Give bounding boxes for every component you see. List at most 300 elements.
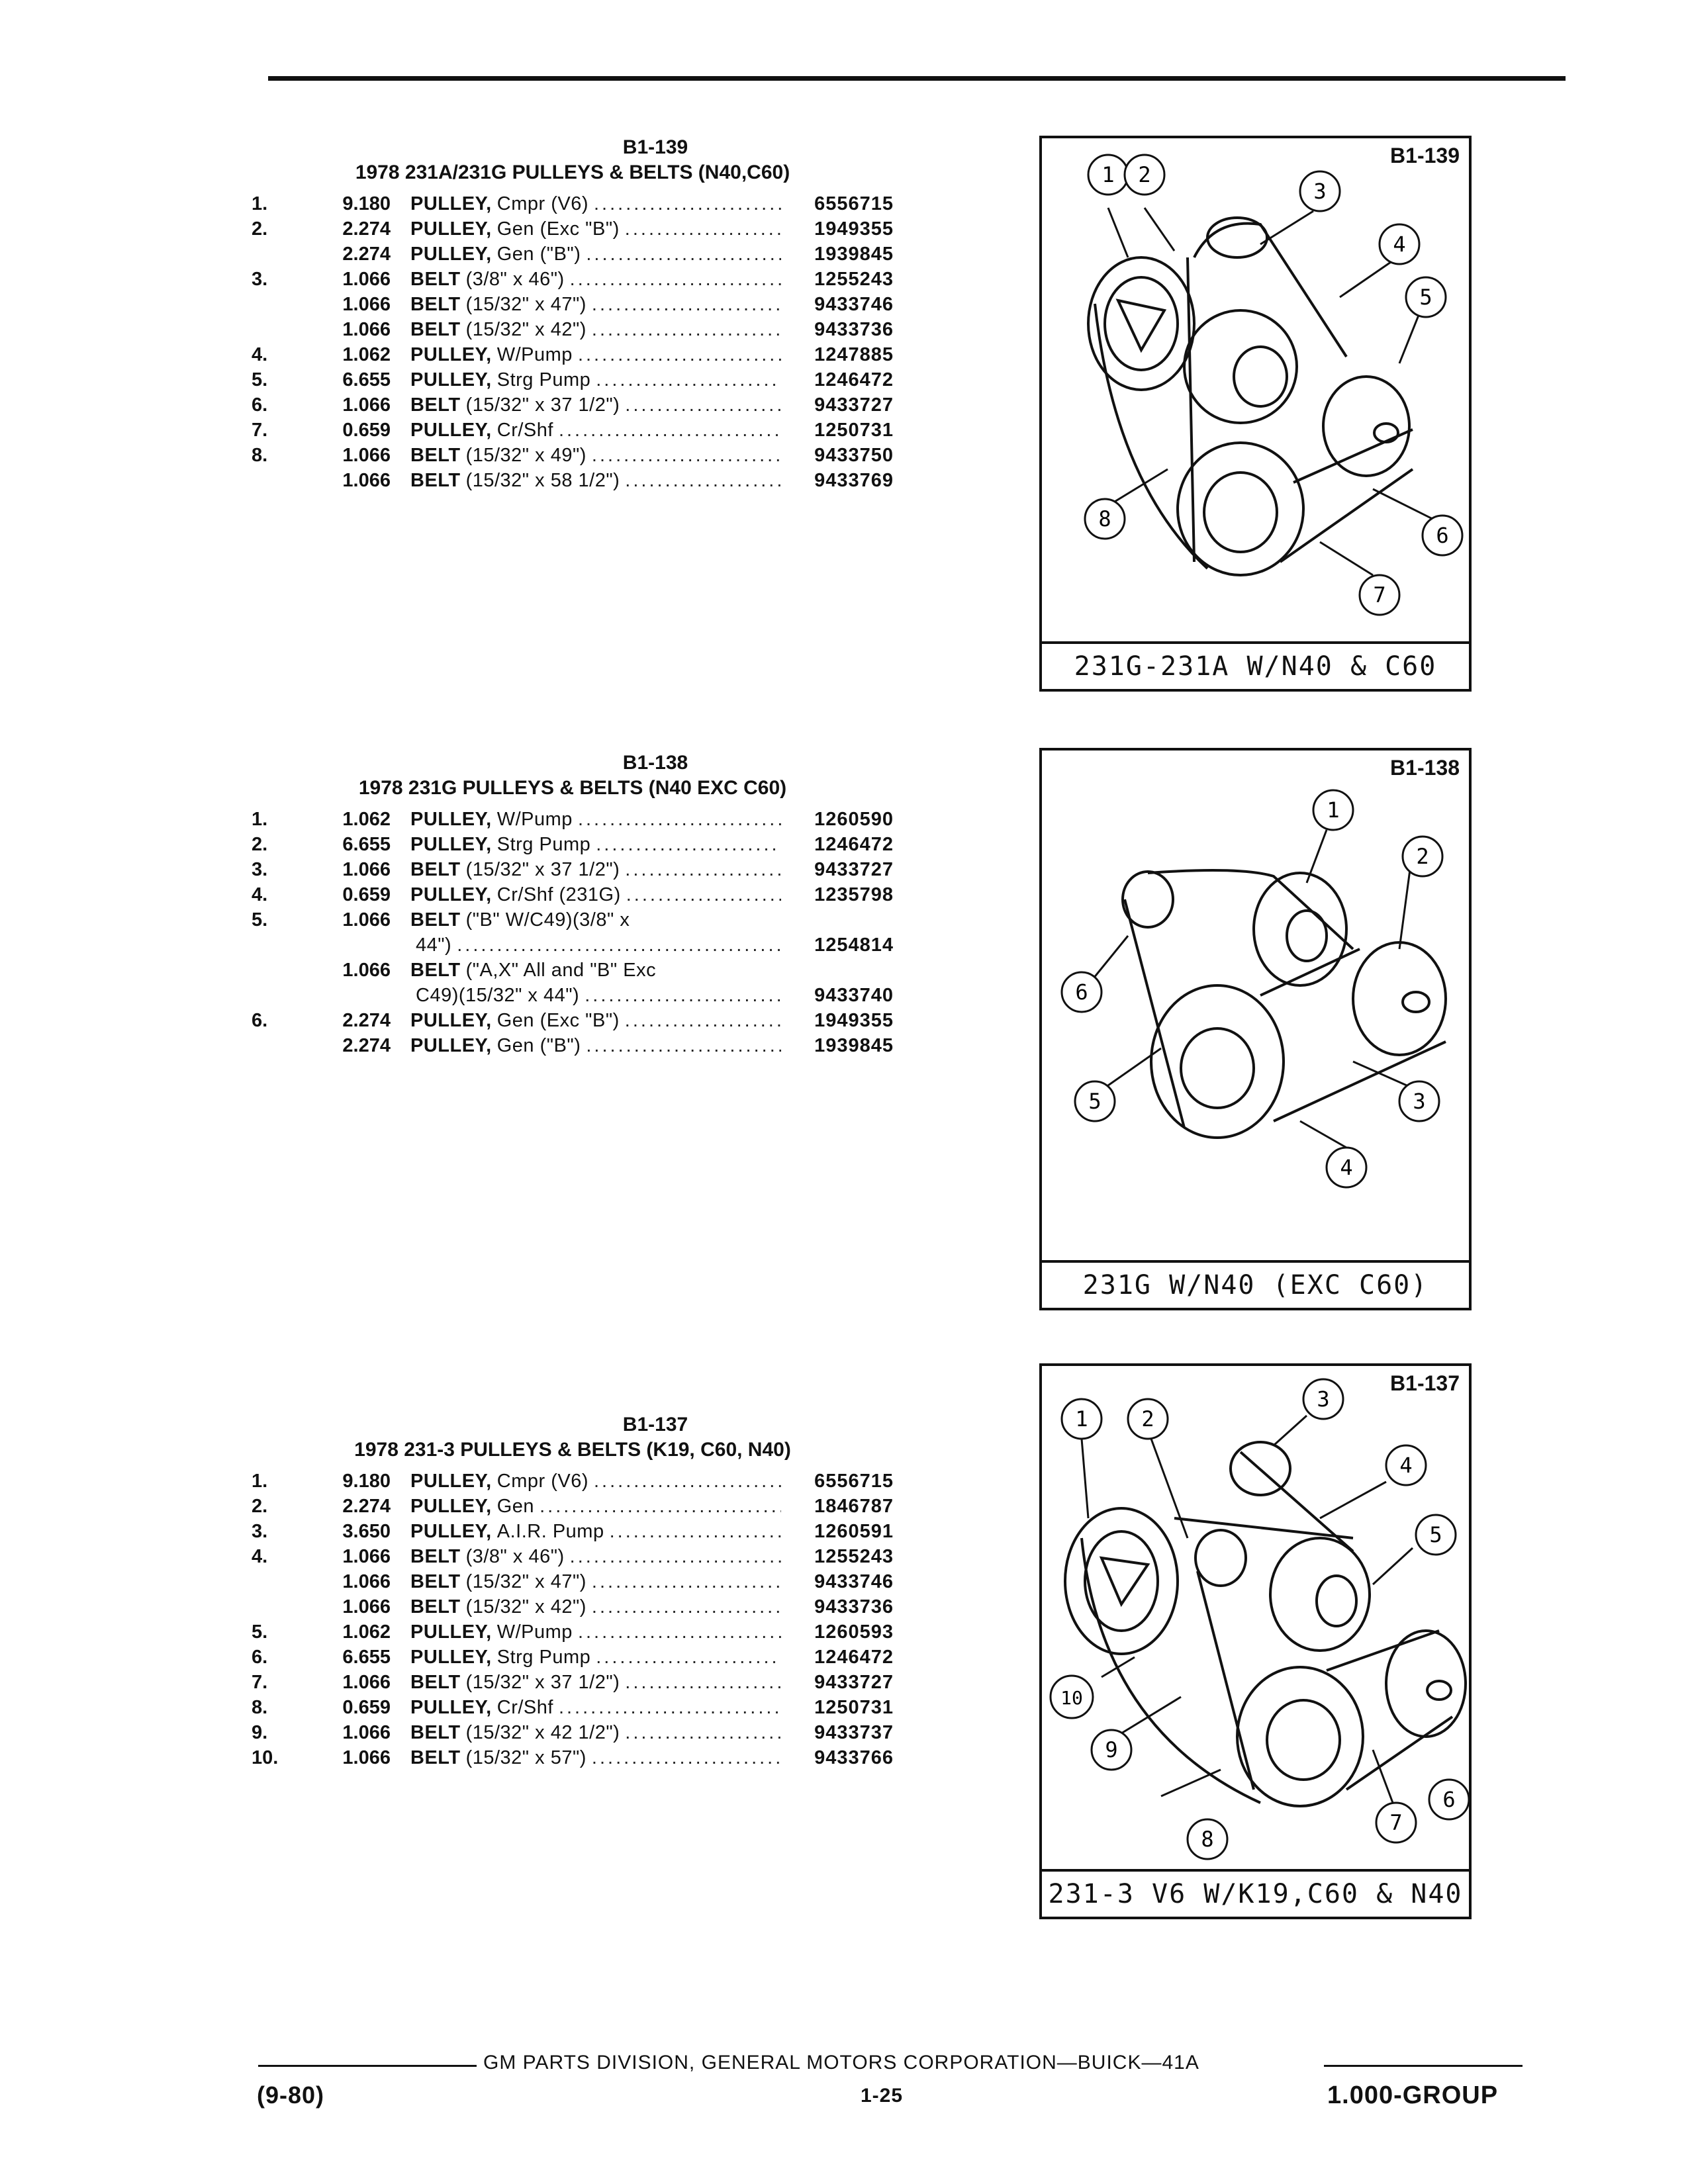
item-name: PULLEY, — [410, 1521, 492, 1542]
item-quantity: 6.655 — [342, 834, 391, 855]
callout-5: 5 — [1429, 1522, 1442, 1547]
item-name: BELT — [410, 960, 461, 981]
leader-dots — [586, 1745, 781, 1770]
callout-5: 5 — [1419, 285, 1432, 310]
item-description — [410, 882, 781, 907]
item-name: BELT — [410, 1571, 461, 1592]
part-number: 9433746 — [814, 294, 894, 315]
group-label: 1.000-GROUP — [1327, 2081, 1499, 2109]
item-quantity: 1.066 — [342, 1546, 391, 1567]
item-description — [410, 1670, 781, 1695]
item-name: BELT — [410, 394, 461, 416]
item-description — [410, 468, 781, 493]
item-number: 2. — [252, 218, 268, 240]
leader-dots — [588, 1469, 781, 1494]
item-description — [410, 418, 781, 443]
water-pump-hub — [1317, 1576, 1356, 1626]
part-number: 9433769 — [814, 470, 894, 491]
footer-date: (9-80) — [257, 2081, 325, 2109]
item-number: 8. — [252, 1697, 268, 1718]
part-row — [252, 367, 894, 392]
leader-dots — [534, 1494, 781, 1519]
item-name: PULLEY, — [410, 344, 492, 365]
item-quantity: 0.659 — [342, 420, 391, 441]
item-detail: ("A,X" All and "B" Exc — [465, 960, 657, 981]
part-row — [252, 1594, 894, 1619]
leader-dots — [586, 317, 781, 342]
item-detail: (15/32" x 42 1/2") — [465, 1722, 620, 1743]
item-quantity: 1.066 — [342, 1747, 391, 1768]
parts-list — [252, 191, 894, 493]
item-detail: Strg Pump — [496, 369, 591, 390]
item-quantity: 2.274 — [342, 244, 391, 265]
part-row — [252, 1745, 894, 1770]
item-detail: (15/32" x 37 1/2") — [465, 394, 620, 416]
item-description — [410, 267, 781, 292]
item-quantity: 1.066 — [342, 294, 391, 315]
item-name: BELT — [410, 1596, 461, 1617]
leader-dots — [579, 983, 781, 1008]
item-description — [410, 832, 781, 857]
part-number: 1846787 — [814, 1496, 894, 1517]
leader-dots — [620, 1670, 781, 1695]
item-number — [252, 317, 301, 342]
item-quantity: 1.062 — [342, 344, 391, 365]
generator-pulley — [1196, 1530, 1246, 1586]
leader-dots — [620, 1720, 781, 1745]
callout-1: 1 — [1075, 1406, 1088, 1432]
callout-1: 1 — [1102, 162, 1115, 187]
item-description — [410, 443, 781, 468]
leader-dots — [620, 468, 781, 493]
item-detail: (15/32" x 42") — [465, 1596, 586, 1617]
part-number: 6556715 — [814, 193, 894, 214]
item-description — [410, 1494, 781, 1519]
crankshaft-pulley — [1151, 985, 1284, 1138]
part-row — [252, 292, 894, 317]
leader-dots — [590, 832, 781, 857]
section-code: B1-137 — [622, 1414, 688, 1435]
callout-8: 8 — [1098, 506, 1111, 531]
item-number — [252, 468, 301, 493]
item-description — [410, 1544, 781, 1569]
part-number: 9433727 — [814, 394, 894, 416]
item-number: 5. — [252, 369, 268, 390]
footer-rule-left — [258, 2065, 477, 2067]
item-name: PULLEY, — [410, 834, 492, 855]
water-pump-pulley — [1184, 310, 1297, 423]
item-quantity — [301, 983, 410, 1008]
item-detail: Cr/Shf — [496, 420, 553, 441]
part-row — [252, 958, 894, 983]
leader-dots — [573, 1619, 781, 1645]
item-name: PULLEY, — [410, 884, 492, 905]
item-description — [410, 857, 781, 882]
item-name: BELT — [410, 445, 461, 466]
part-number: 1246472 — [814, 1647, 894, 1668]
item-number: 3. — [252, 1521, 268, 1542]
section-b1-139 — [252, 136, 894, 493]
part-row — [252, 1645, 894, 1670]
belts — [1095, 224, 1413, 569]
item-quantity: 1.066 — [342, 394, 391, 416]
leader-dots — [620, 392, 781, 418]
compressor-hub — [1118, 300, 1164, 350]
item-detail: C49)(15/32" x 44") — [416, 985, 580, 1006]
part-row — [252, 191, 894, 216]
part-number: 1246472 — [814, 834, 894, 855]
callout-2: 2 — [1141, 1406, 1154, 1432]
item-detail: Cmpr (V6) — [496, 1471, 588, 1492]
item-name: BELT — [410, 269, 461, 290]
callout-2: 2 — [1138, 162, 1151, 187]
item-description — [410, 1519, 781, 1544]
item-number — [252, 1594, 301, 1619]
item-name: PULLEY, — [410, 369, 492, 390]
item-detail: (15/32" x 58 1/2") — [465, 470, 620, 491]
item-detail: ("B" W/C49)(3/8" x — [465, 909, 630, 931]
leader-dots — [586, 292, 781, 317]
part-number: 1247885 — [814, 344, 894, 365]
parts-list — [252, 807, 894, 1058]
item-description — [410, 242, 781, 267]
item-detail: (15/32" x 47") — [465, 1571, 586, 1592]
part-row — [252, 882, 894, 907]
part-row — [252, 832, 894, 857]
pulley-drawing — [1042, 751, 1469, 1260]
item-number: 2. — [252, 834, 268, 855]
item-quantity: 1.066 — [342, 470, 391, 491]
item-description — [410, 958, 781, 983]
item-detail: Cr/Shf — [496, 1697, 553, 1718]
callout-5: 5 — [1088, 1089, 1102, 1114]
item-description — [410, 1469, 781, 1494]
leader-dots — [553, 1695, 781, 1720]
part-number: 9433746 — [814, 1571, 894, 1592]
part-row — [252, 1008, 894, 1033]
part-number: 9433750 — [814, 445, 894, 466]
item-number: 1. — [252, 809, 268, 830]
item-number: 2. — [252, 1496, 268, 1517]
item-quantity: 1.066 — [342, 1596, 391, 1617]
item-name: BELT — [410, 909, 461, 931]
diagram-caption: 231-3 V6 W/K19,C60 & N40 — [1042, 1869, 1469, 1917]
callout-6: 6 — [1436, 523, 1449, 548]
item-number: 7. — [252, 420, 268, 441]
part-row — [252, 443, 894, 468]
item-description — [410, 1745, 781, 1770]
part-row — [252, 1670, 894, 1695]
callout-7: 7 — [1373, 582, 1386, 608]
page-number: 1-25 — [861, 2085, 904, 2107]
item-name: PULLEY, — [410, 193, 492, 214]
item-description — [410, 367, 781, 392]
part-number: 1260591 — [814, 1521, 894, 1542]
leader-dots — [620, 857, 781, 882]
callout-8: 8 — [1201, 1827, 1214, 1852]
callout-4: 4 — [1340, 1155, 1353, 1180]
diagram-caption: 231G-231A W/N40 & C60 — [1042, 641, 1469, 689]
item-quantity: 0.659 — [342, 884, 391, 905]
item-description — [410, 342, 781, 367]
item-name: PULLEY, — [410, 218, 492, 240]
pulley-drawing — [1042, 138, 1469, 641]
part-number — [781, 958, 894, 983]
item-number — [252, 933, 301, 958]
footer-publisher: GM PARTS DIVISION, GENERAL MOTORS CORPORATION—BUICK—41A — [483, 2052, 1199, 2073]
item-quantity: 1.066 — [342, 859, 391, 880]
leader-dots — [581, 1033, 781, 1058]
part-number: 1250731 — [814, 420, 894, 441]
item-description — [410, 933, 781, 958]
item-detail: Gen (Exc "B") — [496, 1010, 620, 1031]
leader-dots — [565, 267, 781, 292]
crankshaft-hub — [1267, 1700, 1340, 1780]
callout-3: 3 — [1313, 179, 1327, 204]
item-name: PULLEY, — [410, 1010, 492, 1031]
item-quantity: 2.274 — [342, 1496, 391, 1517]
item-quantity: 2.274 — [342, 218, 391, 240]
item-name: BELT — [410, 1722, 461, 1743]
item-number — [252, 1033, 301, 1058]
item-number: 7. — [252, 1672, 268, 1693]
item-number — [252, 1569, 301, 1594]
item-quantity: 1.066 — [342, 1672, 391, 1693]
item-quantity: 1.066 — [342, 1722, 391, 1743]
part-number: 1949355 — [814, 1010, 894, 1031]
part-number — [781, 907, 894, 933]
item-number: 6. — [252, 1010, 268, 1031]
callout-6: 6 — [1442, 1787, 1456, 1812]
steering-pump-shaft — [1427, 1681, 1451, 1700]
item-quantity: 1.062 — [342, 809, 391, 830]
item-number: 8. — [252, 445, 268, 466]
item-name: BELT — [410, 1747, 461, 1768]
item-name: BELT — [410, 859, 461, 880]
item-detail: W/Pump — [496, 1621, 573, 1643]
part-row — [252, 983, 894, 1008]
part-row — [252, 1519, 894, 1544]
item-description — [410, 1619, 781, 1645]
part-row — [252, 342, 894, 367]
item-number — [252, 958, 301, 983]
part-row — [252, 1695, 894, 1720]
item-name: BELT — [410, 470, 461, 491]
item-detail: W/Pump — [496, 344, 573, 365]
callout-6: 6 — [1075, 979, 1088, 1005]
part-number: 9433736 — [814, 1596, 894, 1617]
parts-list — [252, 1469, 894, 1770]
item-number: 4. — [252, 1546, 268, 1567]
part-row — [252, 1619, 894, 1645]
item-detail: (3/8" x 46") — [465, 269, 565, 290]
item-name: PULLEY, — [410, 1035, 492, 1056]
item-detail: W/Pump — [496, 809, 573, 830]
item-number: 6. — [252, 394, 268, 416]
callout-1: 1 — [1327, 797, 1340, 823]
item-detail: A.I.R. Pump — [496, 1521, 604, 1542]
part-number: 1254814 — [814, 934, 894, 956]
part-number: 9433737 — [814, 1722, 894, 1743]
section-b1-138 — [252, 751, 894, 1058]
item-quantity: 1.066 — [342, 960, 391, 981]
part-number: 9433740 — [814, 985, 894, 1006]
item-detail: (15/32" x 37 1/2") — [465, 1672, 620, 1693]
diagram-code: B1-139 — [1390, 144, 1460, 167]
item-number: 5. — [252, 909, 268, 931]
compressor-pulley-inner — [1105, 277, 1178, 370]
leader-dots — [573, 807, 781, 832]
leader-dots — [586, 1594, 781, 1619]
part-number: 1235798 — [814, 884, 894, 905]
item-name: PULLEY, — [410, 809, 492, 830]
item-quantity: 6.655 — [342, 369, 391, 390]
leader-dots — [604, 1519, 781, 1544]
item-detail: Gen ("B") — [496, 244, 581, 265]
item-quantity: 1.066 — [342, 269, 391, 290]
item-quantity: 3.650 — [342, 1521, 391, 1542]
leader-dots — [451, 933, 781, 958]
item-quantity: 1.066 — [342, 319, 391, 340]
diagram-b1-139 — [1039, 136, 1472, 692]
item-number: 9. — [252, 1722, 268, 1743]
item-detail: (15/32" x 47") — [465, 294, 586, 315]
item-description — [410, 1569, 781, 1594]
part-row — [252, 1720, 894, 1745]
steering-pump-shaft — [1374, 424, 1398, 442]
part-row — [252, 857, 894, 882]
leader-dots — [565, 1544, 781, 1569]
leader-dots — [620, 216, 781, 242]
item-number: 4. — [252, 344, 268, 365]
item-description — [410, 1008, 781, 1033]
item-name: PULLEY, — [410, 1697, 492, 1718]
item-number: 1. — [252, 193, 268, 214]
part-number: 1246472 — [814, 369, 894, 390]
part-row — [252, 392, 894, 418]
item-description — [410, 1594, 781, 1619]
callout-3: 3 — [1413, 1089, 1426, 1114]
footer-rule-right — [1324, 2065, 1523, 2067]
item-description — [410, 1033, 781, 1058]
leader-dots — [586, 443, 781, 468]
item-detail: (15/32" x 42") — [465, 319, 586, 340]
item-description — [410, 216, 781, 242]
item-quantity: 1.066 — [342, 909, 391, 931]
item-detail: (15/32" x 57") — [465, 1747, 586, 1768]
part-row — [252, 418, 894, 443]
item-detail: 44") — [416, 934, 452, 956]
section-title: 1978 231G PULLEYS & BELTS (N40 EXC C60) — [358, 777, 787, 799]
part-number: 1939845 — [814, 1035, 894, 1056]
part-number: 6556715 — [814, 1471, 894, 1492]
pulley-drawing — [1042, 1366, 1469, 1869]
callout-10: 10 — [1060, 1687, 1083, 1709]
section-code: B1-139 — [622, 136, 688, 158]
item-name: BELT — [410, 1672, 461, 1693]
item-quantity: 6.655 — [342, 1647, 391, 1668]
item-name: BELT — [410, 319, 461, 340]
item-name: PULLEY, — [410, 420, 492, 441]
crankshaft-hub — [1181, 1028, 1254, 1108]
callout-7: 7 — [1389, 1810, 1403, 1835]
section-title: 1978 231A/231G PULLEYS & BELTS (N40,C60) — [355, 161, 790, 183]
item-detail: Gen (Exc "B") — [496, 218, 620, 240]
leader-dots — [553, 418, 781, 443]
leader-dots — [620, 1008, 781, 1033]
item-number — [252, 242, 301, 267]
section-b1-137 — [252, 1413, 894, 1770]
item-description — [410, 1695, 781, 1720]
part-number: 1260593 — [814, 1621, 894, 1643]
item-number: 5. — [252, 1621, 268, 1643]
item-number — [252, 983, 301, 1008]
item-detail: (15/32" x 49") — [465, 445, 586, 466]
item-name: PULLEY, — [410, 1471, 492, 1492]
part-number: 1255243 — [814, 269, 894, 290]
item-number: 4. — [252, 884, 268, 905]
item-description — [410, 292, 781, 317]
part-row — [252, 1569, 894, 1594]
leader-dots — [588, 191, 781, 216]
item-detail: (3/8" x 46") — [465, 1546, 565, 1567]
item-quantity: 1.066 — [342, 445, 391, 466]
item-name: BELT — [410, 294, 461, 315]
part-number: 9433727 — [814, 859, 894, 880]
water-pump-hub — [1234, 347, 1287, 406]
part-number: 1939845 — [814, 244, 894, 265]
diagram-code: B1-137 — [1390, 1371, 1460, 1395]
part-number: 1949355 — [814, 218, 894, 240]
part-row — [252, 807, 894, 832]
section-title: 1978 231-3 PULLEYS & BELTS (K19, C60, N40) — [354, 1439, 791, 1461]
part-row — [252, 1494, 894, 1519]
item-detail: (15/32" x 37 1/2") — [465, 859, 620, 880]
callout-2: 2 — [1416, 844, 1429, 869]
part-row — [252, 1544, 894, 1569]
item-quantity: 1.062 — [342, 1621, 391, 1643]
item-name: PULLEY, — [410, 1496, 492, 1517]
part-row — [252, 267, 894, 292]
leader-dots — [590, 1645, 781, 1670]
crankshaft-pulley — [1178, 443, 1303, 575]
item-name: PULLEY, — [410, 1621, 492, 1643]
part-number: 1250731 — [814, 1697, 894, 1718]
item-description — [410, 317, 781, 342]
item-quantity: 0.659 — [342, 1697, 391, 1718]
leader-dots — [573, 342, 781, 367]
item-number — [252, 292, 301, 317]
diagram-code: B1-138 — [1390, 756, 1460, 780]
part-number: 1255243 — [814, 1546, 894, 1567]
item-name: BELT — [410, 1546, 461, 1567]
item-detail: Gen — [496, 1496, 535, 1517]
item-name: PULLEY, — [410, 1647, 492, 1668]
part-row — [252, 242, 894, 267]
leader-dots — [586, 1569, 781, 1594]
compressor-hub — [1102, 1558, 1148, 1604]
item-description — [410, 191, 781, 216]
part-row — [252, 216, 894, 242]
item-description — [410, 907, 781, 933]
item-number: 3. — [252, 859, 268, 880]
part-number: 9433727 — [814, 1672, 894, 1693]
part-row — [252, 933, 894, 958]
item-description — [410, 392, 781, 418]
item-number: 6. — [252, 1647, 268, 1668]
item-description — [410, 983, 781, 1008]
item-detail: Gen ("B") — [496, 1035, 581, 1056]
